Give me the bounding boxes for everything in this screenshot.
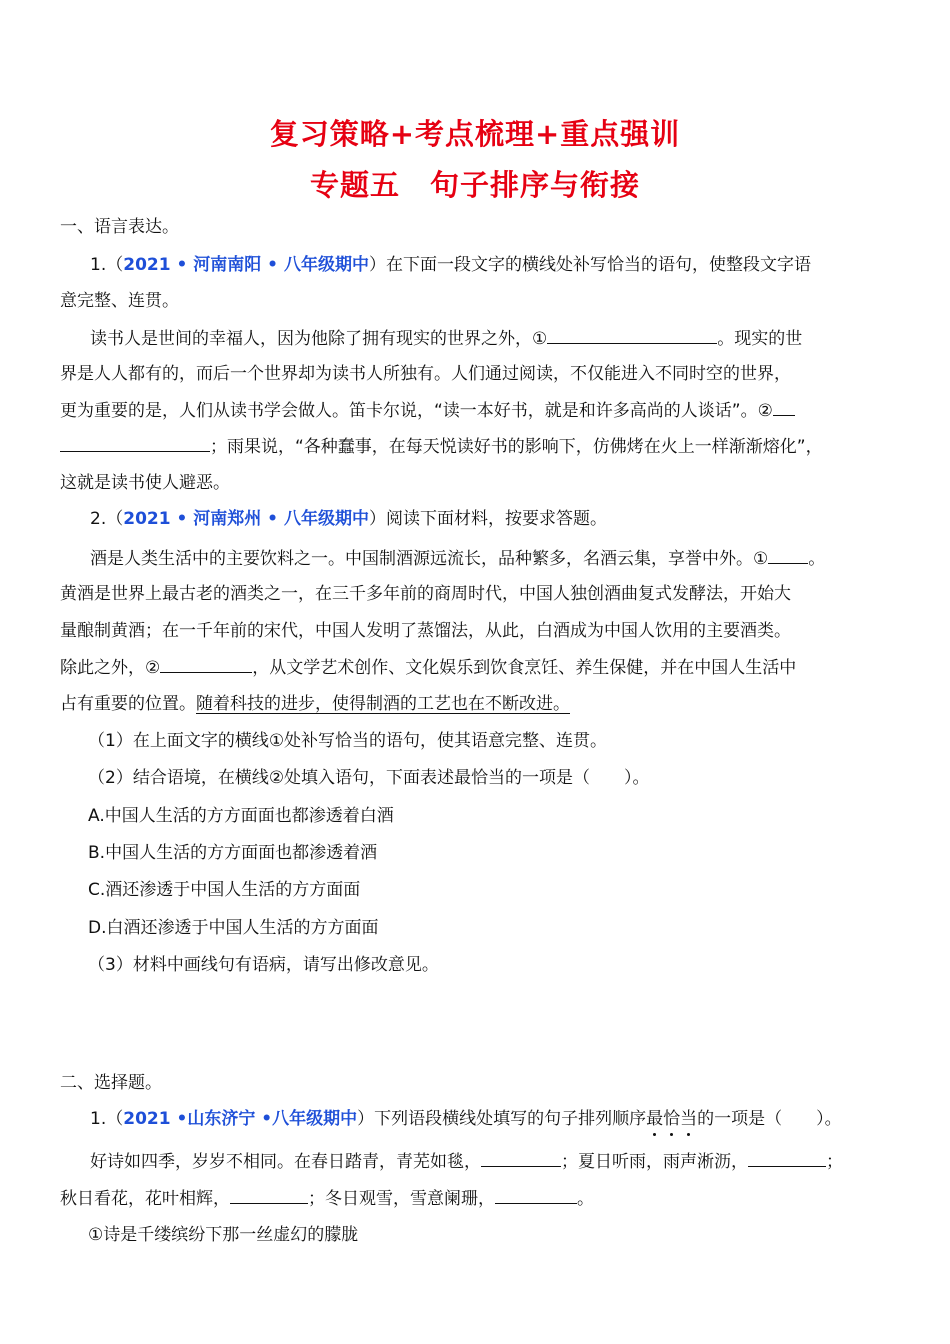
- s2-q1-para-line1: 好诗如四季，岁岁不相同。在春日踏青，青芜如毯， ；夏日听雨，雨声淅沥， ；: [90, 1149, 890, 1174]
- q2-para-line4: 除此之外，② ，从文学艺术创作、文化娱乐到饮食烹饪、养生保健，并在中国人生活中: [60, 655, 890, 680]
- q2-para-line5: 占有重要的位置。随着科技的进步，使得制酒的工艺也在不断改进。: [60, 694, 570, 714]
- q2-sub1: （1）在上面文字的横线①处补写恰当的语句，使其语意完整、连贯。: [88, 731, 608, 751]
- q2-sub2: （2）结合语境，在横线②处填入语句，下面表述最恰当的一项是（ ）。: [88, 768, 650, 788]
- q2-prompt: 阅读下面材料，按要求答题。: [385, 509, 607, 529]
- s2-q1-para-line2: 秋日看花，花叶相辉， ；冬日观雪，雪意阑珊， 。: [60, 1186, 890, 1211]
- option-c[interactable]: C.酒还渗透于中国人生活的方方面面: [88, 880, 361, 900]
- answer-blank-2a[interactable]: [773, 398, 795, 416]
- q1-prompt-cont: 意完整、连贯。: [60, 291, 179, 311]
- q2-para-line1: 酒是人类生活中的主要饮料之一。中国制酒源远流长，品种繁多，名酒云集，享誉中外。① 。: [90, 546, 890, 571]
- s2-q1-prompt-line: 1.（2021 •山东济宁 •八年级期中）下列语段横线处填写的句子排列顺序最恰当的一项是（ ）。: [90, 1109, 842, 1129]
- answer-blank-q2-2[interactable]: [160, 655, 252, 673]
- option-b[interactable]: B.中国人生活的方方面面也都渗透着酒: [88, 843, 378, 863]
- q1-prompt: 在下面一段文字的横线处补写恰当的语句，使整段文字语: [385, 255, 811, 275]
- underlined-sentence: 随着科技的进步，使得制酒的工艺也在不断改进。: [196, 694, 570, 714]
- emphasis-dotted: 最恰当: [646, 1109, 698, 1129]
- option-d[interactable]: D.白酒还渗透于中国人生活的方方面面: [88, 918, 379, 938]
- q1-para-line2: 界是人人都有的，而后一个世界却为读书人所独有。人们通过阅读，不仅能进入不同时空的世界，: [60, 364, 791, 384]
- section1-heading: 一、语言表达。: [60, 217, 179, 237]
- answer-blank-s2-2[interactable]: [748, 1149, 826, 1167]
- answer-blank-1[interactable]: [547, 326, 717, 344]
- q1-prompt-line: 1.（2021 • 河南南阳 • 八年级期中）在下面一段文字的横线处补写恰当的语句，使整段文字语: [90, 255, 811, 275]
- s2-q1-num: 1.: [90, 1109, 107, 1129]
- answer-blank-s2-3[interactable]: [230, 1186, 308, 1204]
- option-a[interactable]: A.中国人生活的方方面面也都渗透着白酒: [88, 806, 394, 826]
- q1-para-line3: 更为重要的是，人们从读书学会做人。笛卡尔说，“读一本好书，就是和许多高尚的人谈话”。②: [60, 398, 890, 423]
- q1-num: 1.: [90, 255, 107, 275]
- q2-num: 2.: [90, 509, 107, 529]
- q2-sub3: （3）材料中画线句有语病，请写出修改意见。: [88, 955, 439, 975]
- answer-blank-s2-4[interactable]: [495, 1186, 577, 1204]
- q1-para-line4: ；雨果说，“各种蠢事，在每天悦读好书的影响下，仿佛烤在火上一样渐渐熔化”，: [60, 434, 890, 459]
- title-line-1: 复习策略+考点梳理+重点强训: [269, 117, 681, 151]
- q1-para-line1: 读书人是世间的幸福人，因为他除了拥有现实的世界之外，① 。现实的世: [90, 326, 890, 351]
- s2-q1-item1: ①诗是千缕缤纷下那一丝虚幻的朦胧: [88, 1225, 359, 1245]
- q1-source: 2021 • 河南南阳 • 八年级期中: [123, 255, 369, 275]
- q2-para-line2: 黄酒是世界上最古老的酒类之一，在三千多年前的商周时代，中国人独创酒曲复式发酵法，开始大: [60, 584, 791, 604]
- q2-source: 2021 • 河南郑州 • 八年级期中: [123, 509, 369, 529]
- answer-blank-q2-1[interactable]: [768, 546, 808, 564]
- section2-heading: 二、选择题。: [60, 1073, 162, 1093]
- q2-prompt-line: 2.（2021 • 河南郑州 • 八年级期中）阅读下面材料，按要求答题。: [90, 509, 607, 529]
- answer-blank-s2-1[interactable]: [481, 1149, 561, 1167]
- q1-para-line5: 这就是读书使人避恶。: [60, 473, 230, 493]
- q2-para-line3: 量酿制黄酒；在一千年前的宋代，中国人发明了蒸馏法，从此，白酒成为中国人饮用的主要酒类。: [60, 621, 791, 641]
- title-line-2: 专题五 句子排序与衔接: [309, 168, 640, 202]
- answer-blank-2b[interactable]: [60, 434, 210, 452]
- s2-q1-source: 2021 •山东济宁 •八年级期中: [123, 1109, 358, 1129]
